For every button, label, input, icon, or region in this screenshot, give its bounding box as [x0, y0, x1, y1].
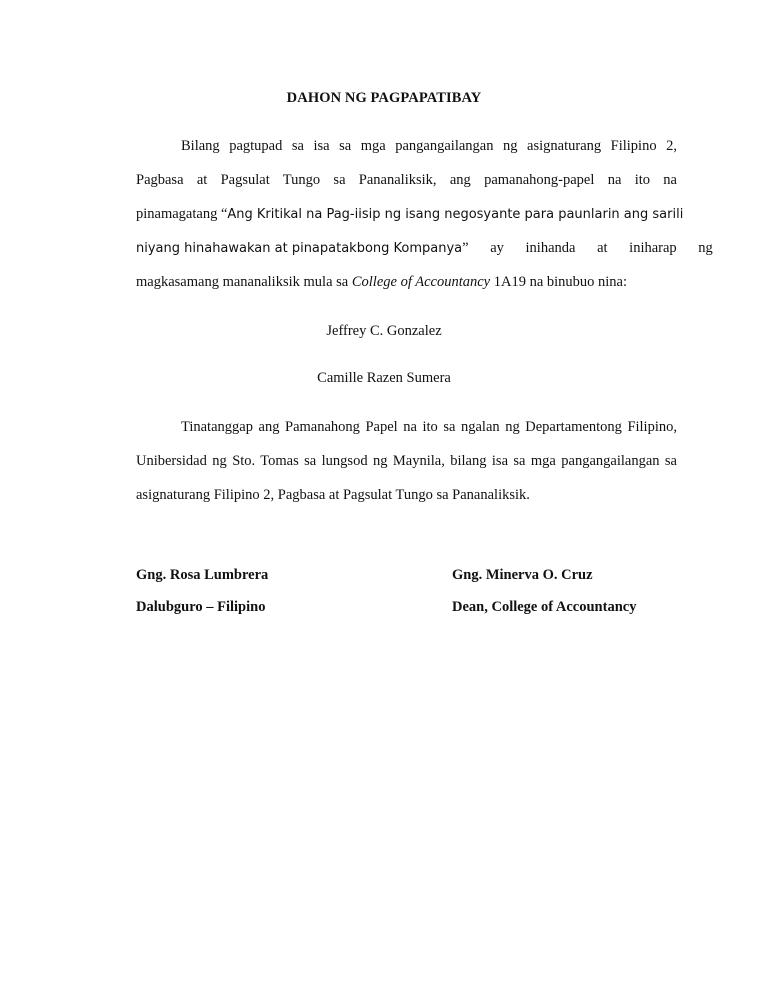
signatory-name: Gng. Rosa Lumbrera: [136, 567, 269, 583]
text-segment: ” ay inihanda at iniharap ng: [462, 240, 713, 256]
paragraph-line: Bilang pagtupad sa isa sa mga pangangailangan ng asignaturang Filipino 2,: [181, 138, 677, 154]
paragraph-line: [136, 231, 713, 265]
researcher-name: Camille Razen Sumera: [317, 370, 451, 386]
text-segment: pinamagatang “: [136, 206, 228, 222]
paragraph-line: [136, 197, 684, 231]
signatory-role: Dean, College of Accountancy: [452, 599, 637, 615]
researcher-name: Jeffrey C. Gonzalez: [326, 323, 442, 339]
thesis-title-segment: Ang Kritikal na Pag-iisip ng isang negosyante para paunlarin ang sarili: [227, 207, 684, 222]
acceptance-paragraph: [136, 410, 677, 512]
college-name: College of Accountancy: [351, 274, 491, 290]
text-segment: 1A19 na binubuo nina:: [490, 274, 628, 290]
paragraph-line: Tinatanggap ang Pamanahong Papel na ito sa ngalan ng Departamentong Filipino,: [181, 419, 677, 435]
signatory-role: Dalubguro – Filipino: [136, 599, 266, 615]
signatory-name: Gng. Minerva O. Cruz: [452, 567, 593, 583]
paragraph-line: Pagbasa at Pagsulat Tungo sa Pananaliksik, ang pamanahong-papel na ito na: [136, 172, 677, 188]
thesis-title-segment: niyang hinahawakan at pinapatakbong Kompanya: [136, 241, 463, 256]
page-title: DAHON NG PAGPAPATIBAY: [286, 90, 482, 106]
paragraph-line: [136, 265, 677, 299]
text-segment: magkasamang mananaliksik mula sa: [136, 274, 352, 290]
paragraph-line: Unibersidad ng Sto. Tomas sa lungsod ng Maynila, bilang isa sa mga pangangailangan sa: [136, 453, 677, 469]
paragraph-line: asignaturang Filipino 2, Pagbasa at Pagsulat Tungo sa Pananaliksik.: [136, 487, 530, 503]
approval-paragraph: [136, 129, 713, 299]
